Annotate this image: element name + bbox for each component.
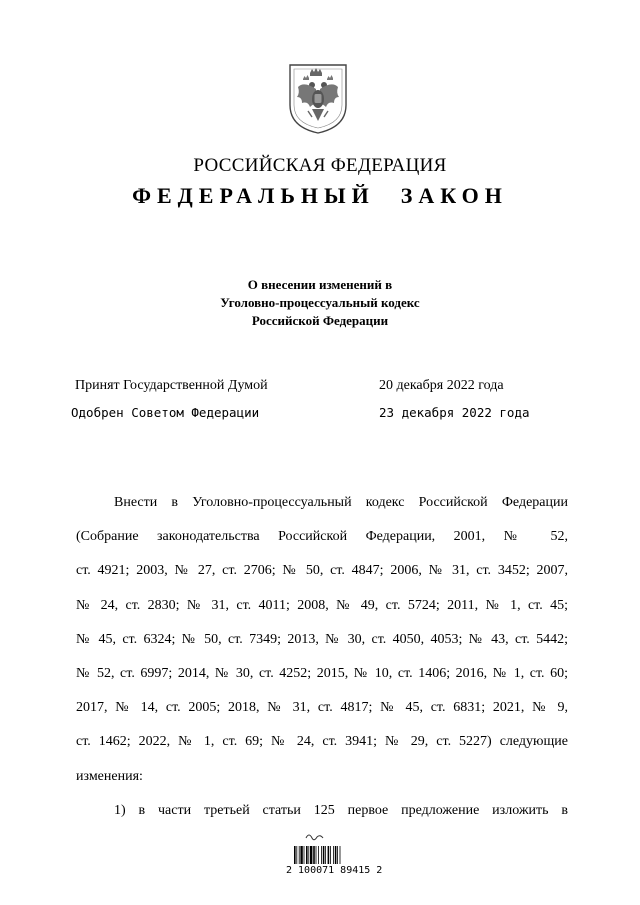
law-title-line: Российской Федерации — [251, 313, 389, 328]
law-title-line: Уголовно-процессуальный кодекс — [220, 295, 420, 310]
law-title-line: О внесении изменений в — [247, 277, 393, 292]
body-line: 1) в части третьей статьи 125 первое предложение изложить в — [114, 802, 568, 818]
body-line: № 24, ст. 2830; № 31, ст. 4011; 2008, № 49, ст. 5724; 2011, № 1, ст. 45; — [76, 597, 568, 613]
document-type: ФЕДЕРАЛЬНЫЙ ЗАКОН — [132, 183, 508, 208]
approval-date: 20 декабря 2022 года — [379, 378, 504, 393]
approval-date: 23 декабря 2022 года — [379, 405, 530, 420]
body-line: 2017, № 14, ст. 2005; 2018, № 31, ст. 4817; № 45, ст. 6831; 2021, № 9, — [76, 700, 568, 716]
body-line: Внести в Уголовно-процессуальный кодекс Российской Федерации — [114, 495, 568, 510]
body-line: ст. 1462; 2022, № 1, ст. 69; № 24, ст. 3941; № 29, ст. 5227) следующие — [76, 734, 568, 750]
approval-label: Одобрен Советом Федерации — [71, 405, 260, 420]
barcode-number: 2 100071 89415 2 — [286, 865, 383, 876]
country-name: РОССИЙСКАЯ ФЕДЕРАЦИЯ — [193, 155, 447, 176]
body-line: № 45, ст. 6324; № 50, ст. 7349; 2013, № 30, ст. 4050, 4053; № 43, ст. 5442; — [76, 631, 568, 647]
law-body — [76, 486, 568, 828]
law-title — [0, 276, 640, 330]
body-line: изменения: — [76, 768, 143, 784]
coat-of-arms-icon — [286, 61, 350, 135]
body-line: ст. 4921; 2003, № 27, ст. 2706; № 50, ст. 4847; 2006, № 31, ст. 3452; 2007, — [76, 563, 568, 579]
body-line: (Собрание законодательства Российской Федерации, 2001, № 52, — [76, 529, 568, 545]
body-line: № 52, ст. 6997; 2014, № 30, ст. 4252; 2015, № 10, ст. 1406; 2016, № 1, ст. 60; — [76, 666, 568, 682]
approval-label: Принят Государственной Думой — [75, 378, 268, 393]
